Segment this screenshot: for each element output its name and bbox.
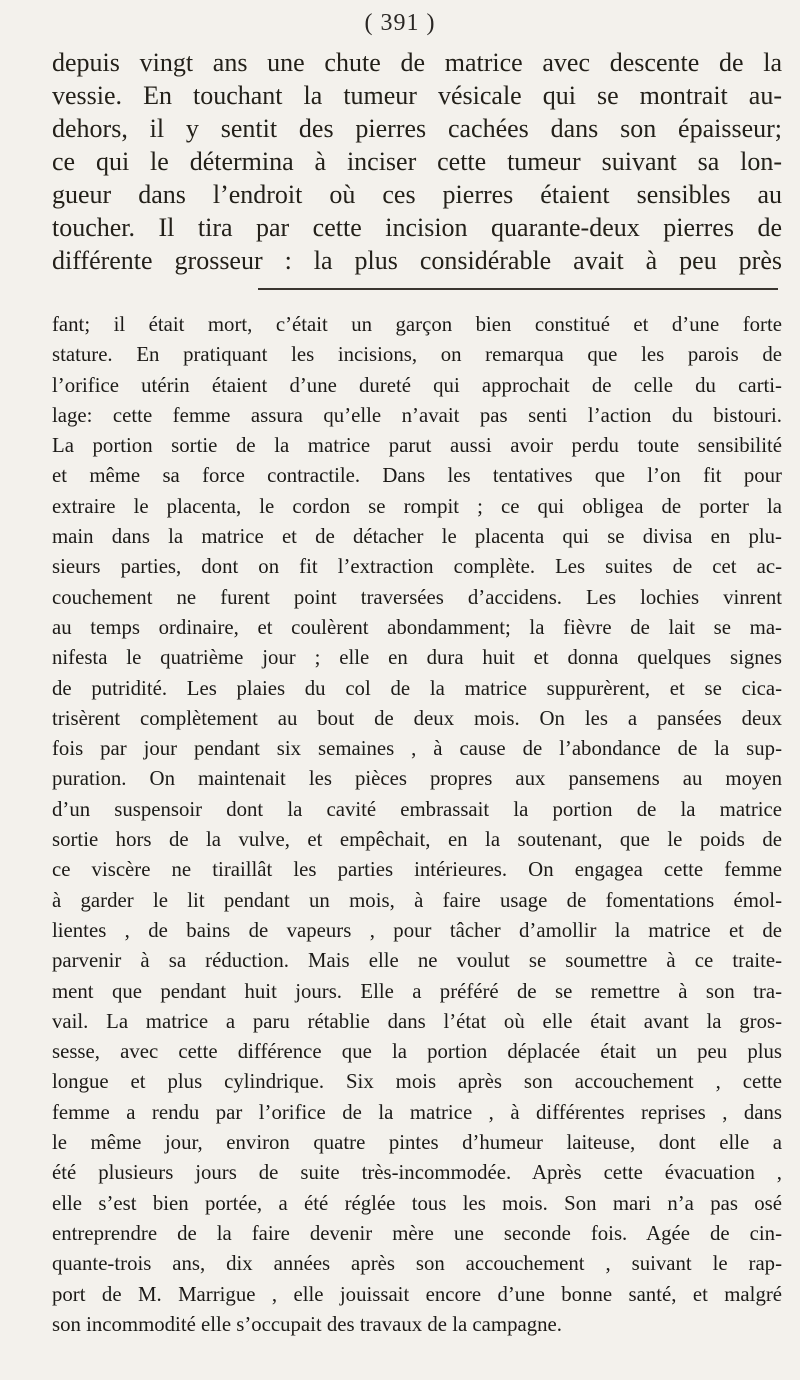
page-number: ( 391 ) <box>364 10 436 36</box>
footnote-text-block <box>52 310 782 1340</box>
footnote-text-line: femme a rendu par l’orifice de la matrice , à différentes reprises , dans <box>52 1100 782 1124</box>
footnote-text-line: sesse, avec cette différence que la portion déplacée était un peu plus <box>52 1040 782 1064</box>
footnote-text-line: ce viscère ne tiraillât les parties intérieures. On engagea cette femme <box>52 858 782 882</box>
footnote-text-line: au temps ordinaire, et coulèrent abondamment; la fièvre de lait se ma- <box>52 615 782 639</box>
footnote-text-line: trisèrent complètement au bout de deux mois. On les a pansées deux <box>52 706 782 730</box>
footnote-text-line: de putridité. Les plaies du col de la matrice suppurèrent, et se cica- <box>52 676 782 700</box>
footnote-text-line: sieurs parties, dont on fit l’extraction complète. Les suites de cet ac- <box>52 555 782 579</box>
footnote-text-line: le même jour, environ quatre pintes d’humeur laiteuse, dont elle a <box>52 1131 782 1155</box>
footnote-text-line: nifesta le quatrième jour ; elle en dura huit et donna quelques signes <box>52 646 782 670</box>
footnote-text-line: lage: cette femme assura qu’elle n’avait pas senti l’action du bistouri. <box>52 403 782 427</box>
footnote-text-line: son incommodité elle s’occupait des travaux de la campagne. <box>52 1312 562 1336</box>
footnote-text-line: puration. On maintenait les pièces propres aux pansemens au moyen <box>52 767 782 791</box>
footnote-text-line: sortie hors de la vulve, et empêchait, en la soutenant, que le poids de <box>52 828 782 852</box>
footnote-text-line: vail. La matrice a paru rétablie dans l’état où elle était avant la gros- <box>52 1009 782 1033</box>
footnote-text-line: quante-trois ans, dix années après son accouchement , suivant le rap- <box>52 1252 782 1276</box>
main-text-line: différente grosseur : la plus considérable avait à peu près <box>52 246 782 275</box>
footnote-text-line: lientes , de bains de vapeurs , pour tâcher d’amollir la matrice et de <box>52 918 782 942</box>
main-text-line: dehors, il y sentit des pierres cachées dans son épaisseur; <box>52 114 782 143</box>
footnote-divider <box>258 288 778 290</box>
footnote-text-line: elle s’est bien portée, a été réglée tous les mois. Son mari n’a pas osé <box>52 1191 782 1215</box>
footnote-text-line: port de M. Marrigue , elle jouissait encore d’une bonne santé, et malgré <box>52 1282 782 1306</box>
footnote-text-line: La portion sortie de la matrice parut aussi avoir perdu toute sensibilité <box>52 434 782 458</box>
footnote-text-line: fant; il était mort, c’était un garçon bien constitué et d’une forte <box>52 313 782 336</box>
footnote-text-line: et même sa force contractile. Dans les tentatives que l’on fit pour <box>52 464 782 488</box>
footnote-text-line: stature. En pratiquant les incisions, on remarqua que les parois de <box>52 343 782 367</box>
main-text-line: gueur dans l’endroit où ces pierres étaient sensibles au <box>52 180 782 209</box>
footnote-text-line: à garder le lit pendant un mois, à faire usage de fomentations émol- <box>52 888 782 912</box>
footnote-text-line: extraire le placenta, le cordon se rompit ; ce qui obligea de porter la <box>52 494 782 518</box>
footnote-text-line: été plusieurs jours de suite très-incommodée. Après cette évacuation , <box>52 1161 782 1185</box>
footnote-text-line: longue et plus cylindrique. Six mois après son accouchement , cette <box>52 1070 782 1094</box>
footnote-text-line: fois par jour pendant six semaines , à cause de l’abondance de la sup- <box>52 737 782 761</box>
main-text-block <box>52 46 782 277</box>
footnote-text-line: l’orifice utérin étaient d’une dureté qui approchait de celle du carti- <box>52 373 782 397</box>
footnote-text-line: couchement ne furent point traversées d’accidens. Les lochies vinrent <box>52 585 782 609</box>
footnote-text-line: ment que pendant huit jours. Elle a préféré de se remettre à son tra- <box>52 979 782 1003</box>
main-text-line: depuis vingt ans une chute de matrice avec descente de la <box>52 48 782 77</box>
footnote-text-line: d’un suspensoir dont la cavité embrassait la portion de la matrice <box>52 797 782 821</box>
main-text-line: vessie. En touchant la tumeur vésicale qui se montrait au- <box>52 81 782 110</box>
footnote-text-line: parvenir à sa réduction. Mais elle ne voulut se soumettre à ce traite- <box>52 949 782 973</box>
main-text-line: toucher. Il tira par cette incision quarante-deux pierres de <box>52 213 782 242</box>
main-text-line: ce qui le détermina à inciser cette tumeur suivant sa lon- <box>52 147 782 176</box>
footnote-text-line: entreprendre de la faire devenir mère une seconde fois. Agée de cin- <box>52 1221 782 1245</box>
footnote-text-line: main dans la matrice et de détacher le placenta qui se divisa en plu- <box>52 525 782 549</box>
